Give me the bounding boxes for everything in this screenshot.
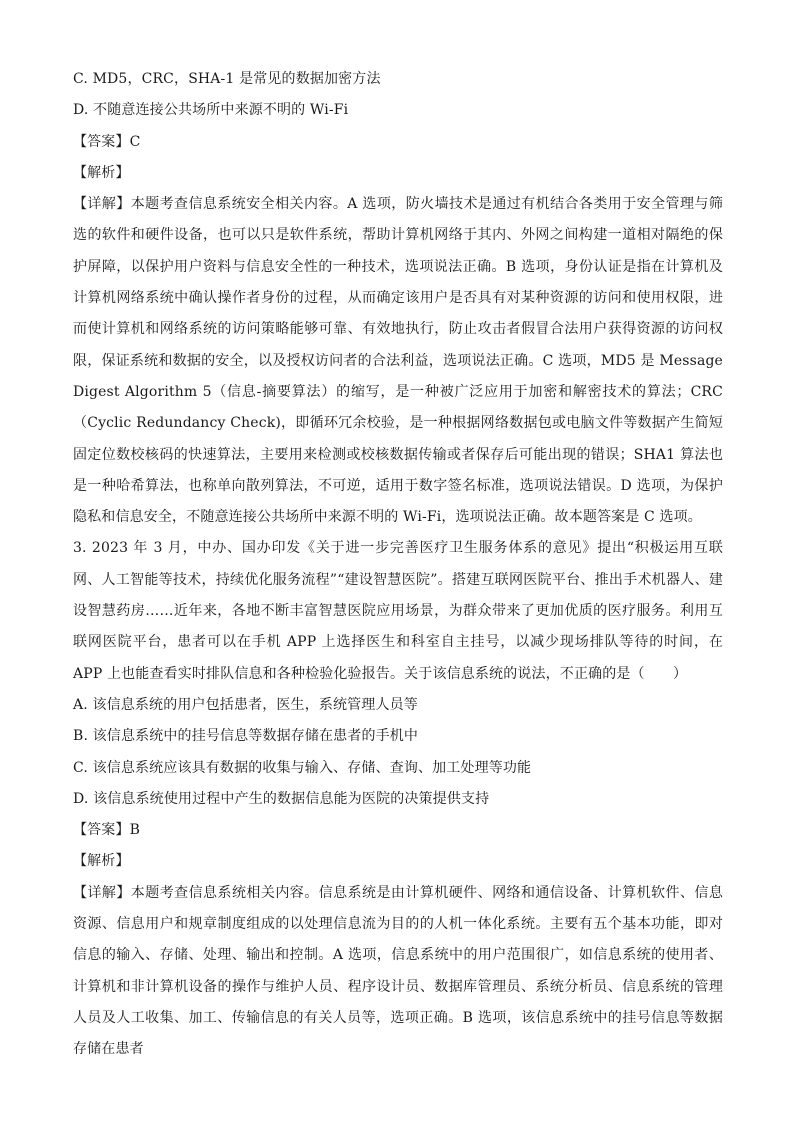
q3-option-d: D. 该信息系统使用过程中产生的数据信息能为医院的决策提供支持: [73, 790, 490, 807]
q2-detail: 【详解】本题考查信息系统安全相关内容。A 选项，防火墙技术是通过有机结合各类用于安全管理与筛选的软件和硬件设备，也可以只是软件系统，帮助计算机网络于其内、外网之间构建一道相对隔绝的保护屏障，以保护用户资料与信息安全性的一种技术，选项说法正确。B 选项，身份认证是指在计算机及计算机网络系统中确认操作者身份的过程，从而确定该用户是否具有对某种资源的访问和使用权限，进而使计算机和网络系统的访问策略能够可靠、有效地执行，防止攻击者假冒合法用户获得资源的访问权限，保证系统和数据的安全，以及授权访问者的合法利益，选项说法正确。C 选项，MD5 是 Message Digest Algorithm 5（信息-摘要算法）的缩写，是一种被广泛应用于加密和解密技术的算法；CRC（Cyclic Redundancy Check)，即循环冗余校验，是一种根据网络数据包或电脑文件等数据产生简短固定位数校核码的快速算法，主要用来检测或校核数据传输或者保存后可能出现的错误；SHA1 算法也是一种哈希算法，也称单向散列算法，不可逆，适用于数字签名标准，选项说法错误。D 选项，为保护隐私和信息安全，不随意连接公共场所中来源不明的 Wi-Fi，选项说法正确。故本题答案是 C 选项。: [73, 196, 723, 526]
q3-option-a: A. 该信息系统的用户包括患者，医生，系统管理人员等: [73, 696, 418, 713]
q2-answer: 【答案】C: [73, 133, 141, 150]
q3-analysis-label: 【解析】: [73, 853, 130, 870]
q2-option-d: D. 不随意连接公共场所中来源不明的 Wi-Fi: [73, 102, 349, 119]
q3-option-c: C. 该信息系统应该具有数据的收集与输入、存储、查询、加工处理等功能: [73, 759, 532, 776]
document-page: [73, 64, 723, 1066]
q2-analysis-label: 【解析】: [73, 164, 130, 181]
q2-option-c: C. MD5，CRC，SHA-1 是常见的数据加密方法: [73, 71, 381, 87]
q3-answer: 【答案】B: [73, 822, 141, 839]
q3-option-b: B. 该信息系统中的挂号信息等数据存储在患者的手机中: [73, 728, 419, 745]
q3-stem: 3. 2023 年 3 月，中办、国办印发《关于进一步完善医疗卫生服务体系的意见》提出“积极运用互联网、人工智能等技术，持续优化服务流程”“建设智慧医院”。搭建互联网医院平台、推出手术机器人、建设智慧药房……近年来，各地不断丰富智慧医院应用场景，为群众带来了更加优质的医疗服务。利用互联网医院平台，患者可以在手机 APP 上选择医生和科室自主挂号，以减少现场排队等待的时间，在 APP 上也能查看实时排队信息和各种检验化验报告。关于该信息系统的说法，不正确的是（ ）: [73, 540, 723, 682]
q3-detail: 【详解】本题考查信息系统相关内容。信息系统是由计算机硬件、网络和通信设备、计算机软件、信息资源、信息用户和规章制度组成的以处理信息流为目的的人机一体化系统。主要有五个基本功能，即对信息的输入、存储、处理、输出和控制。A 选项，信息系统中的用户范围很广，如信息系统的使用者、计算机和非计算机设备的操作与维护人员、程序设计员、数据库管理员、系统分析员、信息系统的管理人员及人工收集、加工、传输信息的有关人员等，选项正确。B 选项，该信息系统中的挂号信息等数据存储在患者: [73, 884, 723, 1058]
